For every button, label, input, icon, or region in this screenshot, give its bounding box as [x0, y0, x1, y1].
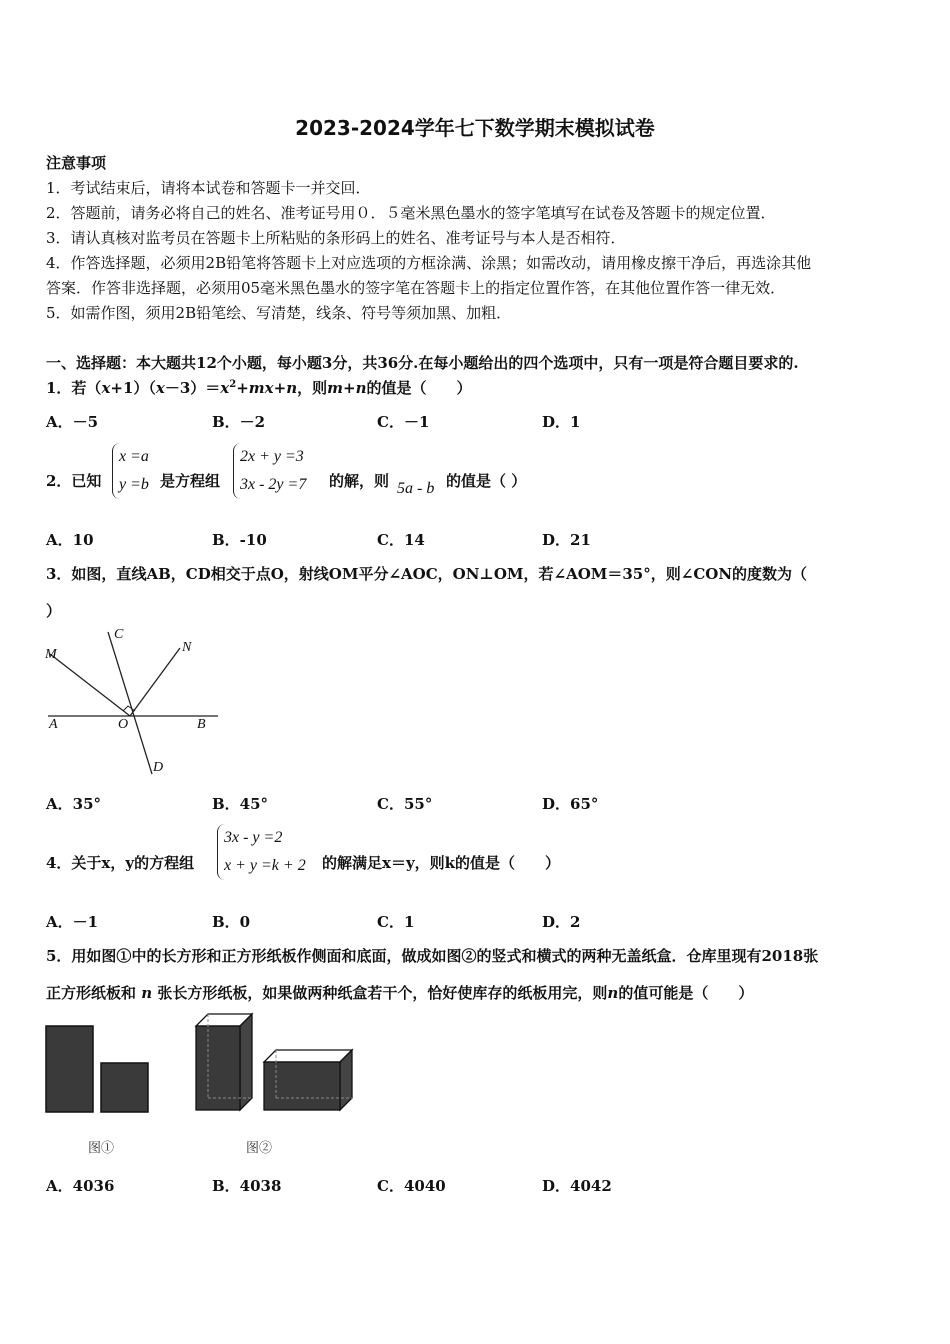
q4-option-c: C．1 [377, 913, 415, 931]
page-title: 2023-2024学年七下数学期末模拟试卷 [295, 116, 655, 140]
question-5-cont: 正方形纸板和 n 张长方形纸板，如果做两种纸盒若干个，恰好使库存的纸板用完，则n的值可能是（ ） [46, 984, 754, 1002]
q2-text: 是方程组 [160, 472, 221, 490]
label-m: M [45, 647, 57, 662]
label-d: D [153, 760, 164, 775]
notice-heading: 注意事项 [46, 154, 107, 172]
q5-option-b: B．4038 [212, 1177, 282, 1195]
q4-suffix: 的解满足x＝y，则k的值是（ ） [322, 854, 561, 872]
vertical-box-side [240, 1014, 252, 1110]
horizontal-box-front [264, 1062, 340, 1110]
q1-option-a: A．－5 [46, 413, 99, 431]
q1-option-c: C．－1 [377, 413, 430, 431]
question-5: 5．用如图①中的长方形和正方形纸板作侧面和底面，做成如图②的竖式和横式的两种无盖纸盒．仓库里现有2018张 [46, 947, 819, 965]
label-n: N [182, 640, 192, 655]
q5-option-d: D．4042 [542, 1177, 612, 1195]
question-2-number: 2．已知 [46, 472, 102, 490]
square-board [101, 1063, 148, 1112]
right-angle-mark [123, 706, 135, 711]
question-1: 1．若$(x+1)(x-3)=x^2+mx+n$，则m+n的值是（ ） [46, 379, 472, 397]
q2-suffix: 的值是（ ） [446, 472, 527, 490]
label-o: O [118, 717, 129, 732]
label-a: A [49, 717, 58, 732]
notice-item: 2．答题前，请务必将自己的姓名、准考证号用０．５毫米黑色墨水的签字笔填写在试卷及答题卡的规定位置． [46, 204, 776, 222]
section-heading: 一、选择题：本大题共12个小题，每小题3分，共36分.在每小题给出的四个选项中，只有一项是符合题目要求的. [46, 354, 799, 372]
q4-option-a: A．－1 [46, 913, 99, 931]
label-c: C [114, 627, 124, 642]
figure-1-boards [44, 1024, 154, 1114]
line-cd [108, 632, 152, 774]
q3-option-b: B．45° [212, 795, 269, 813]
q2-option-a: A．10 [46, 531, 94, 549]
horizontal-box-top [264, 1050, 352, 1062]
notice-item: 4．作答选择题，必须用2B铅笔将答题卡上对应选项的方框涂满、涂黑；如需改动，请用橡皮擦干净后，再选涂其他 [46, 254, 812, 272]
question-4-number: 4．关于x，y的方程组 [46, 854, 195, 872]
q5-option-c: C．4040 [377, 1177, 446, 1195]
q4-equation-system: 3x - y =2 x + y =k + 2 [217, 824, 306, 880]
q3-option-d: D．65° [542, 795, 599, 813]
q1-option-b: B．－2 [212, 413, 266, 431]
q2-solution-system: x =a y =b [112, 443, 149, 499]
q2-expression: 5a - b [397, 480, 435, 497]
notice-item: 1．考试结束后，请将本试卷和答题卡一并交回． [46, 179, 371, 197]
label-b: B [197, 717, 206, 732]
q2-text-2: 的解，则 [329, 472, 390, 490]
q2-option-d: D．21 [542, 531, 591, 549]
figure-2-boxes [192, 1010, 357, 1115]
notice-item: 3．请认真核对监考员在答题卡上所粘贴的条形码上的姓名、准考证号与本人是否相符． [46, 229, 626, 247]
q4-option-b: B．0 [212, 913, 251, 931]
q3-option-c: C．55° [377, 795, 433, 813]
q2-option-b: B．-10 [212, 531, 267, 549]
notice-item: 答案．作答非选择题，必须用05毫米黑色墨水的签字笔在答题卡上的指定位置作答，在其他位置作答一律无效． [46, 279, 786, 297]
q3-angle-figure [40, 622, 230, 782]
notice-item: 5．如需作图，须用2B铅笔绘、写清楚，线条、符号等须加黑、加粗． [46, 304, 512, 322]
figure-1-caption: 图① [88, 1141, 115, 1156]
vertical-box-front [196, 1026, 240, 1110]
q4-option-d: D．2 [542, 913, 581, 931]
figure-2-caption: 图② [246, 1141, 273, 1156]
q5-option-a: A．4036 [46, 1177, 115, 1195]
q2-equation-system: 2x + y =3 3x - 2y =7 [233, 443, 306, 499]
rectangle-board [46, 1026, 93, 1112]
question-3-cont: ） [46, 602, 62, 620]
q2-option-c: C．14 [377, 531, 425, 549]
q1-option-d: D．1 [542, 413, 581, 431]
ray-on [130, 648, 180, 716]
q3-option-a: A．35° [46, 795, 102, 813]
question-3: 3．如图，直线AB，CD相交于点O，射线OM平分∠AOC，ON⊥OM，若∠AOM＝35°，则∠CON的度数为（ [46, 565, 808, 583]
